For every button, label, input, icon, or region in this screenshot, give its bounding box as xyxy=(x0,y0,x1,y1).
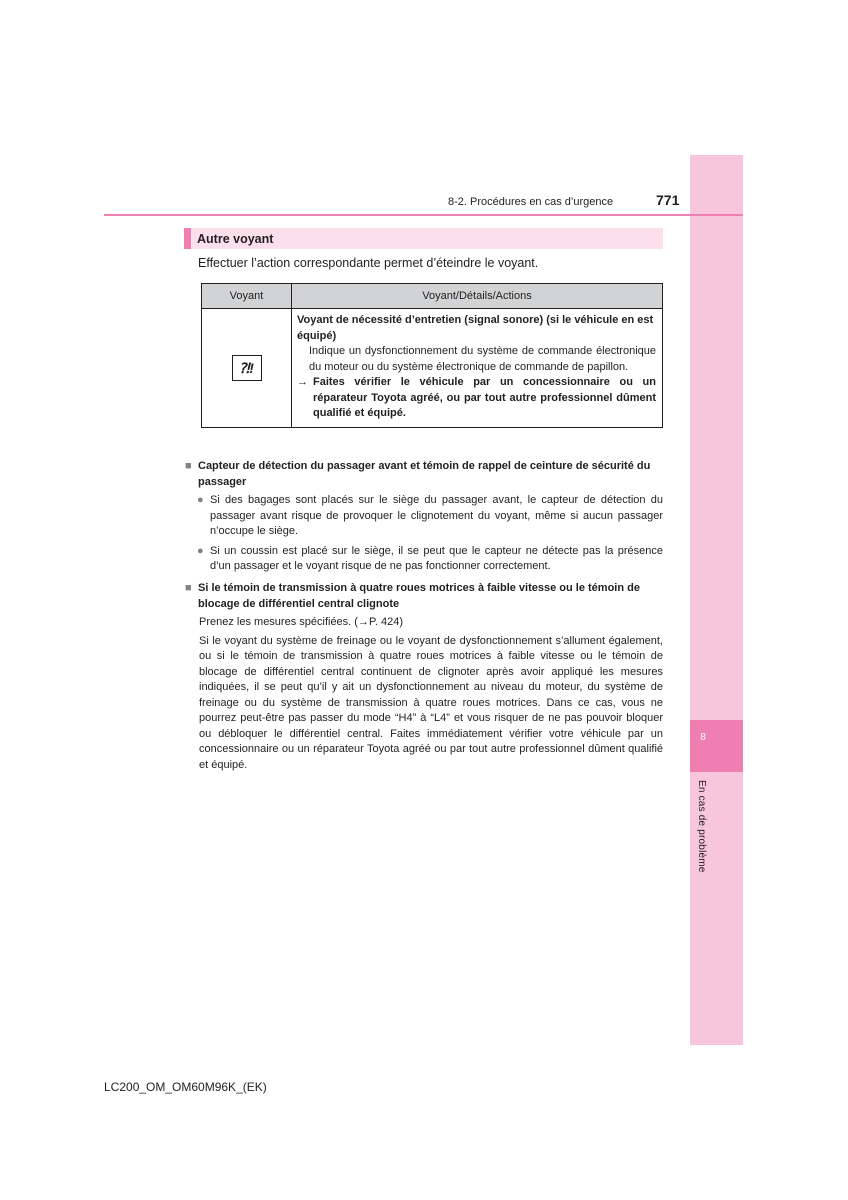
table-header-voyant: Voyant xyxy=(202,284,292,309)
warning-action-text: Faites vérifier le véhicule par un concessionnaire ou un réparateur Toyota agréé, ou par tout autre professionnel dûment qualifié et équipé. xyxy=(313,376,656,419)
section-title: Autre voyant xyxy=(197,232,274,246)
section-heading-bar xyxy=(184,228,191,249)
header-section-title: 8-2. Procédures en cas d’urgence xyxy=(448,196,614,208)
table-header-row xyxy=(202,284,663,309)
circle-bullet-icon: ● xyxy=(197,494,204,506)
warning-details: Indique un dysfonctionnement du système de commande électronique du moteur ou du système électronique de commande de papillon. xyxy=(309,345,656,373)
note-paragraph: Si le voyant du système de freinage ou le voyant de dysfonctionnement s’allument également, ou si le témoin de transmission à quatre roues motrices à faible vitesse ou le témoin de blocage de différentiel central continuent de clignoter après avoir appliqué les mesures indiquées, il se peut qu’il y ait un dysfonctionnement au niveau du moteur, du système de freinage ou du système de transmission à quatre roues motrices. Dans ce cas, vous ne pourrez peut-être pas passer du mode “H4” à “L4” et vous risquer de ne pas pouvoir bloquer ou débloquer le différentiel central. Faites immédiatement vérifier votre véhicule par un concessionnaire ou un réparateur Toyota agréé ou par tout autre professionnel dûment qualifié et équipé. xyxy=(199,634,663,771)
note-4wd-indicator xyxy=(185,581,663,773)
warning-light-table xyxy=(201,283,663,428)
section-intro: Effectuer l’action correspondante permet d’éteindre le voyant. xyxy=(198,256,539,270)
note-heading xyxy=(185,459,663,490)
list-item xyxy=(197,544,663,575)
section-heading xyxy=(184,228,663,249)
page-number: 771 xyxy=(656,192,680,208)
square-bullet-icon: ■ xyxy=(185,460,192,472)
chapter-tab-active[interactable] xyxy=(690,720,743,772)
table-detail-cell xyxy=(292,309,663,428)
note-passenger-sensor xyxy=(185,459,663,575)
table-row xyxy=(202,309,663,428)
footer-doc-code: LC200_OM_OM60M96K_(EK) xyxy=(104,1080,267,1094)
list-item xyxy=(197,493,663,540)
chapter-side-tab xyxy=(690,155,743,1045)
table-icon-cell xyxy=(202,309,292,428)
warning-action xyxy=(297,375,656,422)
table-header-details: Voyant/Détails/Actions xyxy=(292,284,663,309)
note-heading-text: Si le témoin de transmission à quatre roues motrices à faible vitesse ou le témoin de blocage de différentiel central clignote xyxy=(198,582,640,610)
note-paragraph: Prenez les mesures spécifiées. (→P. 424) xyxy=(199,616,403,628)
maintenance-warning-icon: ⁈! xyxy=(232,355,262,381)
chapter-label: En cas de problème xyxy=(696,780,707,873)
list-item-text: Si des bagages sont placés sur le siège du passager avant, le capteur de détection du passager avant risque de provoquer le clignotement du voyant, même si aucun passager n’occupe le siège. xyxy=(210,494,663,537)
list-item-text: Si un coussin est placé sur le siège, il se peut que le capteur ne détecte pas la présence d’un passager et le voyant risque de ne pas fonctionner correctement. xyxy=(210,544,663,572)
chapter-number: 8 xyxy=(700,732,706,743)
circle-bullet-icon: ● xyxy=(197,544,204,557)
arrow-icon: → xyxy=(297,376,308,388)
note-heading xyxy=(185,581,663,612)
note-heading-text: Capteur de détection du passager avant et témoin de rappel de ceinture de sécurité du passager xyxy=(198,460,651,488)
square-bullet-icon: ■ xyxy=(185,582,192,594)
warning-title: Voyant de nécessité d’entretien (signal sonore) (si le véhicule en est équipé) xyxy=(297,314,654,342)
header-rule xyxy=(104,214,743,216)
